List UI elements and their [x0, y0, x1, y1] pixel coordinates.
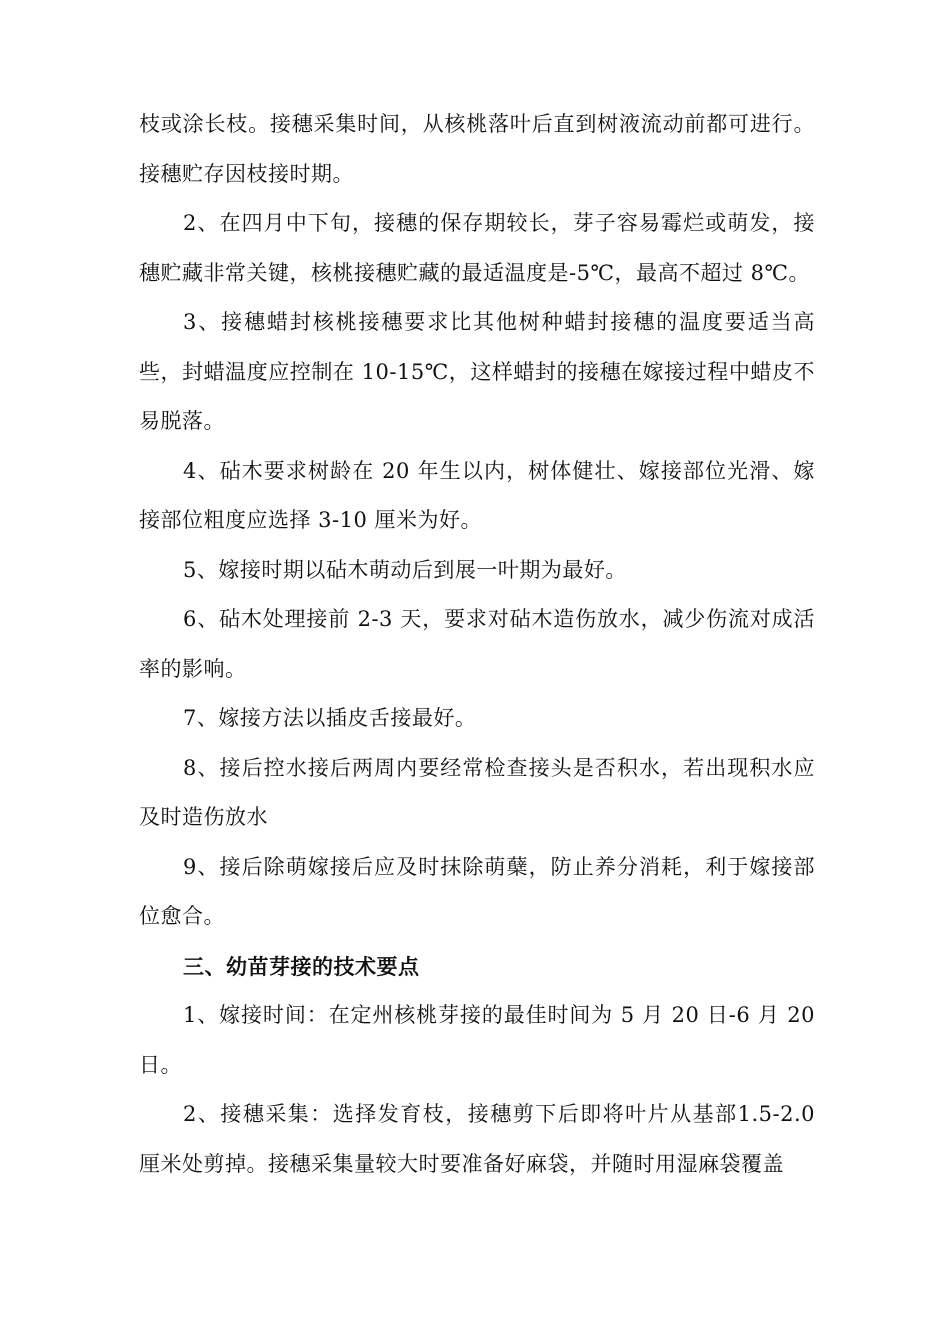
paragraph-item-8: 8、接后控水接后两周内要经常检查接头是否积水，若出现积水应及时造伤放水 — [139, 755, 815, 829]
paragraph-item-2: 2、在四月中下旬，接穗的保存期较长，芽子容易霉烂或萌发，接穗贮藏非常关键，核桃接穗贮藏的最适温度是-5℃，最高不超过 8℃。 — [139, 211, 815, 285]
paragraph-item-5: 5、嫁接时期以砧木萌动后到展一叶期为最好。 — [183, 557, 627, 582]
paragraph-item-6: 6、砧木处理接前 2-3 天，要求对砧木造伤放水，减少伤流对成活率的影响。 — [139, 607, 815, 681]
paragraph-item-4: 4、砧木要求树龄在 20 年生以内，树体健壮、嫁接部位光滑、嫁接部位粗度应选择 3-10 厘米为好。 — [139, 458, 815, 532]
paragraph-scion-collection: 2、接穗采集：选择发育枝，接穗剪下后即将叶片从基部1.5-2.0 厘米处剪掉。接穗采集量较大时要准备好麻袋，并随时用湿麻袋覆盖 — [139, 1102, 815, 1176]
paragraph-item-9: 9、接后除萌嫁接后应及时抹除萌蘖，防止养分消耗，利于嫁接部位愈合。 — [139, 854, 815, 928]
paragraph-item-7: 7、嫁接方法以插皮舌接最好。 — [183, 706, 477, 730]
paragraph-item-3: 3、接穗蜡封核桃接穗要求比其他树种蜡封接穗的温度要适当高些，封蜡温度应控制在 10-15℃，这样蜡封的接穗在嫁接过程中蜡皮不易脱落。 — [139, 310, 815, 433]
paragraph-continuation: 枝或涂长枝。接穗采集时间，从核桃落叶后直到树液流动前都可进行。接穗贮存因枝接时期。 — [139, 112, 815, 186]
section-heading: 三、幼苗芽接的技术要点 — [183, 953, 420, 979]
paragraph-bud-grafting-time: 1、嫁接时间：在定州核桃芽接的最佳时间为 5 月 20 日-6 月 20 日。 — [139, 1003, 815, 1077]
document-body — [139, 100, 815, 1189]
